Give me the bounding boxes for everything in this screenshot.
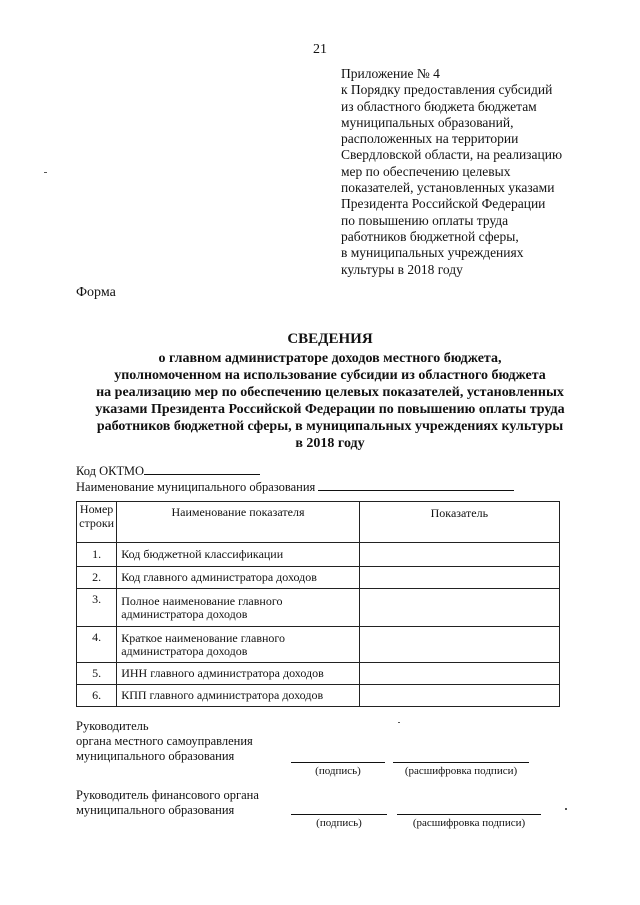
oktmo-field — [76, 462, 260, 479]
head-label-line: органа местного самоуправления — [76, 734, 253, 748]
municipality-label: Наименование муниципального образования — [76, 480, 316, 494]
municipality-blank[interactable] — [318, 478, 514, 491]
title-line: уполномоченном на использование субсидии из областного бюджета — [114, 368, 546, 383]
row-name: ИНН главного администратора доходов — [117, 663, 360, 685]
document-title — [60, 331, 600, 452]
header-num-line: строки — [79, 516, 115, 530]
row-value[interactable] — [359, 627, 559, 663]
row-number: 6. — [77, 685, 117, 707]
appendix-heading — [341, 66, 631, 278]
table-row — [77, 663, 560, 685]
row-name: Краткое наименование главного администратора доходов — [117, 627, 360, 663]
scan-speck — [565, 808, 567, 810]
row-number: 4. — [77, 627, 117, 663]
head-label-line: Руководитель — [76, 719, 149, 733]
appendix-line: Президента Российской Федерации — [341, 196, 546, 212]
header-indicator-value: Показатель — [359, 502, 559, 543]
row-name: КПП главного администратора доходов — [117, 685, 360, 707]
finance-signature-label — [76, 788, 259, 818]
appendix-line: культуры в 2018 году — [341, 261, 463, 277]
header-row-number — [77, 502, 117, 543]
row-name: Код главного администратора доходов — [117, 567, 360, 589]
title-main: СВЕДЕНИЯ — [287, 331, 373, 347]
head-label-line: муниципального образования — [76, 749, 235, 763]
header-indicator-name: Наименование показателя — [117, 502, 360, 543]
table-row — [77, 589, 560, 627]
finance-signature-line[interactable] — [291, 814, 387, 815]
page-number: 21 — [313, 42, 327, 57]
indicators-table — [76, 501, 560, 707]
oktmo-blank[interactable] — [144, 462, 260, 475]
finance-label-line: муниципального образования — [76, 803, 235, 817]
title-line: на реализацию мер по обеспечению целевых показателей, установленных — [96, 385, 564, 400]
appendix-line: к Порядку предоставления субсидий — [341, 82, 553, 98]
appendix-line: Приложение № 4 — [341, 66, 440, 81]
municipality-field — [76, 478, 514, 495]
row-value[interactable] — [359, 589, 559, 627]
scan-speck — [398, 722, 400, 723]
header-num-line: Номер — [79, 502, 114, 516]
row-name: Полное наименование главного администратора доходов — [117, 589, 360, 627]
head-decoding-line[interactable] — [393, 762, 529, 763]
oktmo-label: Код ОКТМО — [76, 464, 145, 478]
head-signature-caption: (подпись) — [315, 765, 361, 777]
scan-speck — [44, 172, 47, 173]
table-row — [77, 627, 560, 663]
appendix-line: мер по обеспечению целевых — [341, 163, 511, 179]
appendix-line: в муниципальных учреждениях — [341, 245, 524, 261]
row-value[interactable] — [359, 685, 559, 707]
title-line: работников бюджетной сферы, в муниципальных учреждениях культуры — [96, 419, 564, 434]
finance-decoding-caption: (расшифровка подписи) — [412, 817, 526, 829]
appendix-line: показателей, установленных указами — [341, 180, 555, 196]
appendix-line: расположенных на территории — [341, 131, 519, 147]
form-label: Форма — [76, 285, 116, 300]
appendix-line: Свердловской области, на реализацию — [341, 147, 563, 163]
row-value[interactable] — [359, 663, 559, 685]
head-signature-label — [76, 719, 253, 764]
finance-decoding-line[interactable] — [397, 814, 541, 815]
row-number: 5. — [77, 663, 117, 685]
finance-signature-caption: (подпись) — [316, 817, 362, 829]
appendix-line: из областного бюджета бюджетам — [341, 98, 537, 114]
head-signature-line[interactable] — [291, 762, 385, 763]
row-number: 1. — [77, 543, 117, 567]
table-row — [77, 685, 560, 707]
row-number: 3. — [77, 589, 117, 627]
row-number: 2. — [77, 567, 117, 589]
title-line: указами Президента Российской Федерации по повышению оплаты труда — [95, 402, 565, 417]
appendix-line: муниципальных образований, — [341, 114, 514, 130]
finance-label-line: Руководитель финансового органа — [76, 788, 259, 802]
title-line: в 2018 году — [295, 436, 365, 451]
table-row — [77, 567, 560, 589]
head-decoding-caption: (расшифровка подписи) — [404, 765, 518, 777]
title-line: о главном администраторе доходов местного бюджета, — [158, 351, 502, 366]
appendix-line: работников бюджетной сферы, — [341, 228, 519, 244]
row-value[interactable] — [359, 567, 559, 589]
appendix-line: по повышению оплаты труда — [341, 212, 509, 228]
row-value[interactable] — [359, 543, 559, 567]
table-header-row — [77, 502, 560, 543]
row-name: Код бюджетной классификации — [117, 543, 360, 567]
table-row — [77, 543, 560, 567]
